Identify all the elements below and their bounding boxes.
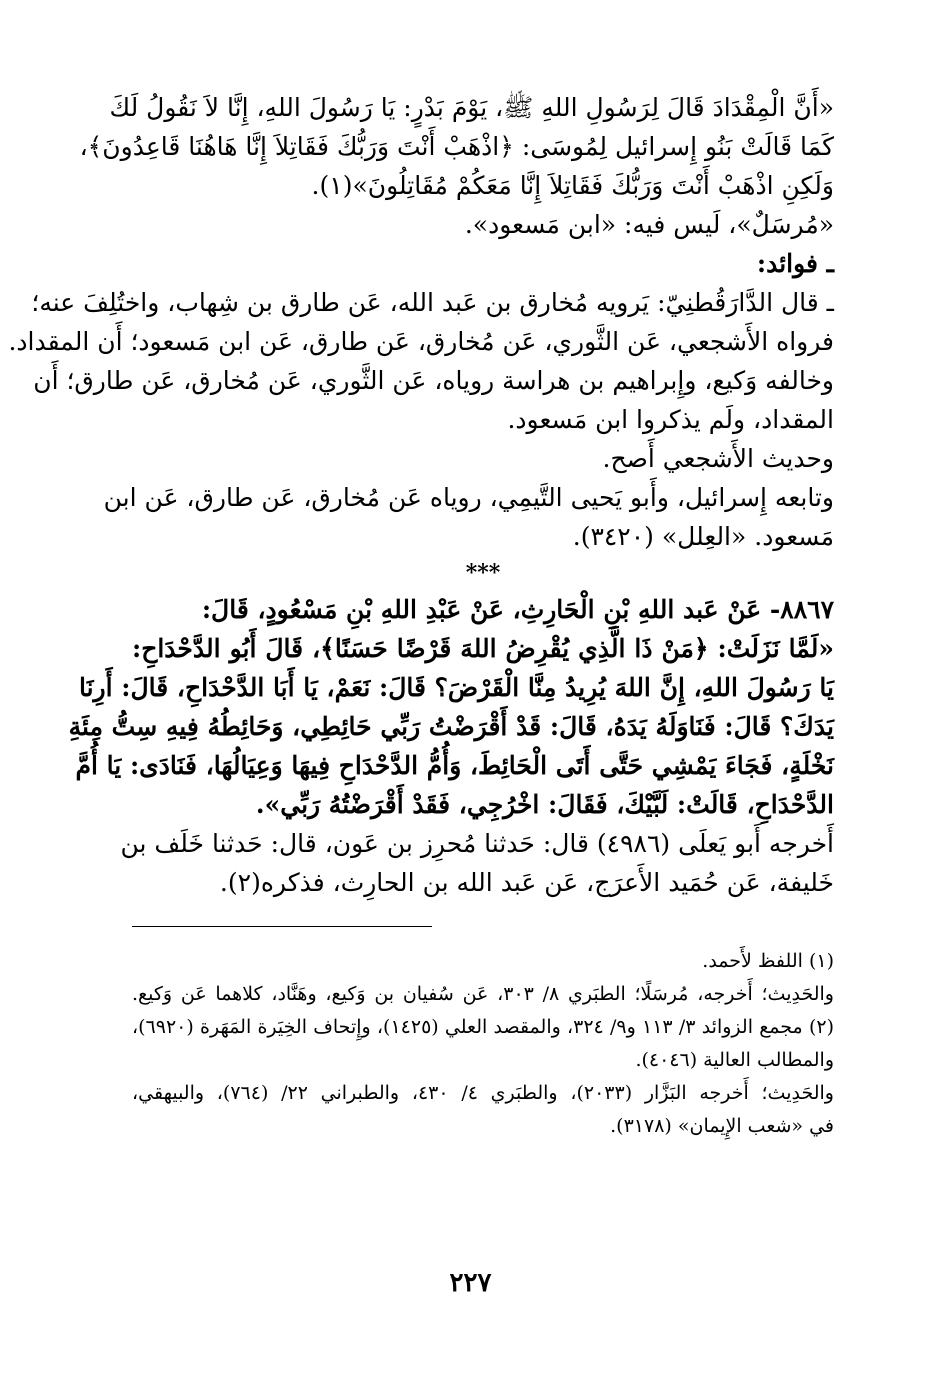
footnote-line: في «شعب الإِيمان» (٣١٧٨). xyxy=(610,1115,834,1137)
footnote-line: والحَدِيث؛ أَخرجه، مُرسَلًا؛ الطبَري ٨/ ٣٠٣، عَن سُفيان بن وَكيع، وهَنَّاد، كلاهما عَن وَكيع. xyxy=(132,983,834,1005)
footnote-line: والمطالب العالية (٤٠٤٦). xyxy=(635,1049,834,1071)
text-line: كَمَا قَالَتْ بَنُو إِسرائيل لِمُوسَى: ﴿اذْهَبْ أَنْتَ وَرَبُّكَ فَقَاتِلاَ إِنَّا هَاهُنَا قَاعِدُونَ﴾، xyxy=(79,132,834,161)
text-line: فرواه الأَشجعي، عَن الثَّوري، عَن مُخارق، عَن طارق، عَن ابن مَسعود؛ أَن المقداد. xyxy=(8,327,834,356)
text-line: خَليفة، عَن حُمَيد الأَعرَج، عَن عَبد الله بن الحارِث، فذكره(٢). xyxy=(219,868,834,897)
page-body xyxy=(8,88,834,1143)
text-line: «أَنَّ الْمِقْدَادَ قَالَ لِرَسُولِ اللهِ ﷺ، يَوْمَ بَدْرٍ: يَا رَسُولَ اللهِ، إِنَّا لاَ نَقُولُ لَكَ xyxy=(109,93,834,122)
footnote-divider xyxy=(132,926,432,927)
text-line: «مُرسَلٌ»، لَيس فيه: «ابن مَسعود». xyxy=(464,210,834,239)
footnote-line: (١) اللفظ لأَحمد. xyxy=(702,950,834,972)
hadith-line: الدَّحْدَاحِ، قَالَتْ: لَبَّيْكَ، فَقَالَ: اخْرُجِي، فَقَدْ أَقْرَضْتُهُ رَبِّي». xyxy=(255,790,834,819)
text-line: مَسعود. «العِلل» (٣٤٢٠). xyxy=(572,522,834,551)
page-number: ٢٢٧ xyxy=(449,1268,492,1298)
text-line: وتابعه إِسرائيل، وأَبو يَحيى التَّيمِي، روياه عَن مُخارق، عَن طارق، عَن ابن xyxy=(103,483,834,512)
hadith-heading: ٨٨٦٧- عَنْ عَبد اللهِ بْنِ الْحَارِثِ، عَنْ عَبْدِ اللهِ بْنِ مَسْعُودٍ، قَالَ: xyxy=(201,595,834,624)
hadith-line: «لَمَّا نَزَلَتْ: ﴿مَنْ ذَا الَّذِي يُقْرِضُ اللهَ قَرْضًا حَسَنًا﴾، قَالَ أَبُو الدَّحْدَاحِ: xyxy=(132,634,834,663)
section-heading: ـ فوائد: xyxy=(756,249,834,278)
text-line: وَلَكِنِ اذْهَبْ أَنْتَ وَرَبُّكَ فَقَاتِلاَ إِنَّا مَعَكُمْ مُقَاتِلُونَ»(١). xyxy=(311,171,834,200)
text-line: وخالفه وَكيع، وإِبراهيم بن هراسة روياه، عَن الثَّوري، عَن مُخارق، عَن طارق؛ أَن xyxy=(33,366,834,395)
hadith-line: نَخْلَةٍ، فَجَاءَ يَمْشِي حَتَّى أَتَى الْحَائِطَ، وَأُمُّ الدَّحْدَاحِ فِيهَا وَعِيَالُهَا، فَنَادَى: يَا أُمَّ xyxy=(75,751,834,780)
hadith-line: يَا رَسُولَ اللهِ، إِنَّ اللهَ يُرِيدُ مِنَّا الْقَرْضَ؟ قَالَ: نَعَمْ، يَا أَبَا الدَّحْدَاحِ، قَالَ: أَرِنَا xyxy=(78,673,834,702)
footnote-line: والحَدِيث؛ أَخرجه البَزَّار (٢٠٣٣)، والطبَري ٤/ ٤٣٠، والطبراني ٢٢/ (٧٦٤)، والبيهقي، xyxy=(132,1082,834,1104)
text-line: وحديث الأَشجعي أَصح. xyxy=(602,444,834,473)
section-separator: *** xyxy=(465,560,501,586)
footnote-line: (٢) مجمع الزوائد ٣/ ١١٣ و٩/ ٣٢٤، والمقصد العلي (١٤٢٥)، وإِتحاف الخِيَرة المَهَرة (٦٩٢٠)، xyxy=(132,1016,834,1038)
text-line: المقداد، ولَم يذكروا ابن مَسعود. xyxy=(507,405,834,434)
text-line: أَخرجه أَبو يَعلَى (٤٩٨٦) قال: حَدثنا مُحرِز بن عَون، قال: حَدثنا خَلَف بن xyxy=(120,829,834,858)
hadith-line: يَدَكَ؟ قَالَ: فَنَاوَلَهُ يَدَهُ، قَالَ: قَدْ أَقْرَضْتُ رَبِّي حَائِطِي، وَحَائِطُهُ فِيهِ سِتُّ مِئَةِ xyxy=(68,712,834,741)
text-line: ـ قال الدَّارَقُطنِيّ: يَرويه مُخارق بن عَبد الله، عَن طارق بن شِهاب، واختُلِفَ عنه؛ xyxy=(31,288,834,317)
